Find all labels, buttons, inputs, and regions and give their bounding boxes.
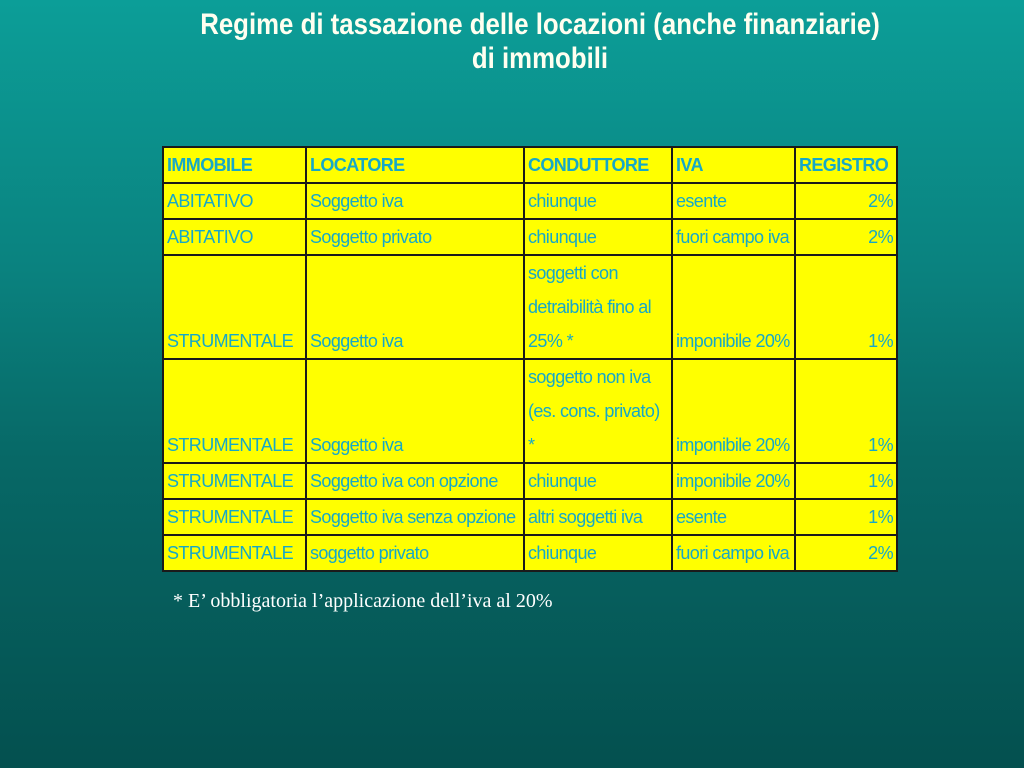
slide-title-line2: di immobili <box>471 42 609 75</box>
table-cell: chiunque <box>524 219 672 255</box>
slide-title-line1: Regime di tassazione delle locazioni (anche finanziarie) <box>200 8 880 41</box>
header-cell-registro: REGISTRO <box>795 147 897 183</box>
table-cell: soggetto non iva (es. cons. privato) * <box>524 359 672 463</box>
table-cell: fuori campo iva <box>672 535 795 571</box>
table-cell: soggetti con detraibilità fino al 25% * <box>524 255 672 359</box>
table-cell: Soggetto privato <box>306 219 524 255</box>
table-cell: STRUMENTALE <box>163 535 306 571</box>
table-cell: imponibile 20% <box>672 463 795 499</box>
tax-table <box>162 146 898 572</box>
table-cell: fuori campo iva <box>672 219 795 255</box>
table-cell: esente <box>672 499 795 535</box>
table-cell: chiunque <box>524 535 672 571</box>
table-cell: Soggetto iva <box>306 183 524 219</box>
table-cell: 2% <box>795 183 897 219</box>
table-cell: Soggetto iva senza opzione <box>306 499 524 535</box>
table-cell: esente <box>672 183 795 219</box>
table-cell: imponibile 20% <box>672 255 795 359</box>
table-cell: chiunque <box>524 183 672 219</box>
table-cell: STRUMENTALE <box>163 359 306 463</box>
table-cell: imponibile 20% <box>672 359 795 463</box>
table-cell: 1% <box>795 499 897 535</box>
table-cell: STRUMENTALE <box>163 255 306 359</box>
header-cell-conduttore: CONDUTTORE <box>524 147 672 183</box>
table-row <box>163 463 897 499</box>
table-cell: 2% <box>795 219 897 255</box>
table-row <box>163 499 897 535</box>
table-cell: 1% <box>795 463 897 499</box>
table-cell: ABITATIVO <box>163 183 306 219</box>
table-row <box>163 359 897 463</box>
table-cell: 1% <box>795 255 897 359</box>
table-header-row <box>163 147 897 183</box>
table-cell: ABITATIVO <box>163 219 306 255</box>
table-row <box>163 535 897 571</box>
table-cell: STRUMENTALE <box>163 463 306 499</box>
table-cell: Soggetto iva <box>306 359 524 463</box>
header-cell-iva: IVA <box>672 147 795 183</box>
table-cell: soggetto privato <box>306 535 524 571</box>
footnote: * E’ obbligatoria l’applicazione dell’iva al 20% <box>173 590 553 612</box>
table-row <box>163 219 897 255</box>
table-cell: 1% <box>795 359 897 463</box>
table-row <box>163 183 897 219</box>
slide-title <box>127 8 953 76</box>
header-cell-locatore: LOCATORE <box>306 147 524 183</box>
table-cell: Soggetto iva con opzione <box>306 463 524 499</box>
tax-table-container <box>162 146 898 572</box>
table-cell: STRUMENTALE <box>163 499 306 535</box>
table-cell: 2% <box>795 535 897 571</box>
table-cell: Soggetto iva <box>306 255 524 359</box>
header-cell-immobile: IMMOBILE <box>163 147 306 183</box>
table-cell: chiunque <box>524 463 672 499</box>
table-cell: altri soggetti iva <box>524 499 672 535</box>
table-row <box>163 255 897 359</box>
